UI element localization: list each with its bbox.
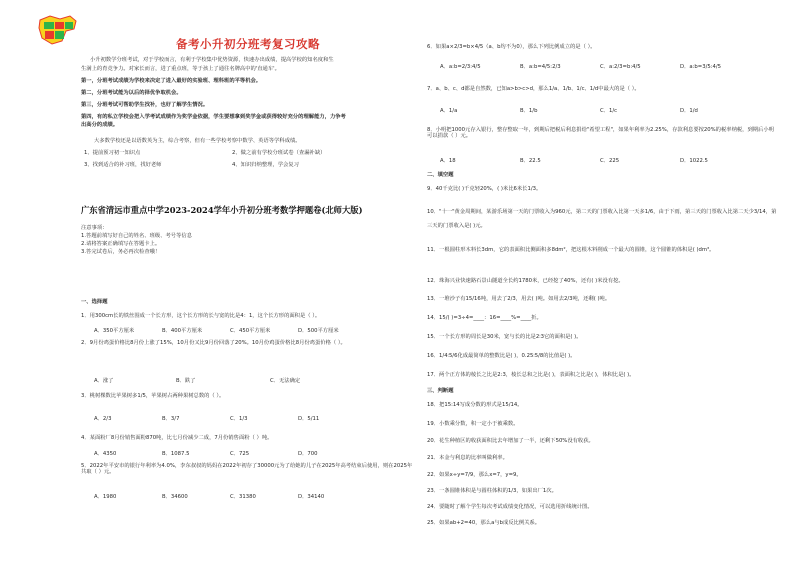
judge-item: 20．花生种植区的收获面积比去年增加了一半，还剩下50%没有收获。 (427, 438, 594, 444)
question-option: B．1087.5 (162, 451, 190, 457)
fill-item: 13．一堆沙子有15/16吨，用去了2/3，用去( )吨。如用去2/3吨，还剩( )吨。 (427, 296, 611, 302)
notice-line: 2.请将答案正确填写在答题卡上。 (81, 241, 161, 247)
guide-point: 出高分的成绩。 (81, 122, 119, 128)
question-option: C．1/c (600, 108, 618, 114)
section-heading-fill: 二、填空题 (427, 172, 454, 178)
question-option: A．350平方厘米 (94, 328, 135, 334)
exam-title: 广东省清远市重点中学2023-2024学年小升初分班考数学押题卷(北师大版) (81, 205, 363, 215)
question-option: A．4350 (94, 451, 117, 457)
question-option: C．a:2/3=b:4/5 (600, 64, 641, 70)
fill-item: 16．1/4∶5/6化成最简单的整数比是( )，0.25∶5/8的比值是( )。 (427, 353, 576, 359)
guide-title: 备考小升初分班考复习攻略 (176, 37, 320, 51)
question-option: A．2/3 (94, 416, 112, 422)
guide-tip: 1、提前预习初一知识点 (84, 150, 141, 156)
question-option: C．1/3 (230, 416, 248, 422)
guide-tip: 4、知识归纳整理，学会复习 (232, 162, 299, 168)
question-option: B．34600 (162, 494, 188, 500)
fill-item: 9．40千克比( )千克轻20%，( )米比6米长1/3。 (427, 186, 542, 192)
question-option: B．a:b=4/5:2/3 (520, 64, 561, 70)
guide-point: 第一，分班考试成绩为学校来决定了进入最好的实验班、理科班的平等机会。 (81, 78, 262, 84)
section-heading-choice: 一、选择题 (81, 299, 108, 305)
question-option: C．无法确定 (270, 378, 301, 384)
question-option: C．725 (230, 451, 250, 457)
guide-point: 第四，有的私立学校会把入学考试成绩作为奖学金依据，学生要想拿到奖学金或获得较好充分的理解能力，力争考 (81, 114, 346, 120)
fill-item: 12．珠海兴业快速路石景山隧道全长约1780米，已经挖了40%，还有( )米没有挖。 (427, 278, 624, 284)
notice-heading: 注意事项： (81, 225, 108, 231)
notice-line: 3.答完试卷后，务必再次检查哦！ (81, 249, 161, 255)
question-option: A．涨了 (94, 378, 114, 384)
question-option: C．31380 (230, 494, 256, 500)
guide-intro-line: 小升初数学分班考试，对于学校而言，有利于学校集中优势资源，快速办出成绩，提高学校的知名度和生 (90, 57, 334, 63)
notice-line: 1.答题前填写好自己的姓名、班级、考号等信息 (81, 233, 192, 239)
question-option: D．5/11 (298, 416, 320, 422)
judge-item: 24．要随时了解个学生每次考试成绩变化情况，可以选用折线统计图。 (427, 504, 593, 510)
question-text: 7．a、b、c、d都是自然数，已知a>b>c>d，那么1/a、1/b、1/c、1/d中最大的是（ ）。 (427, 86, 640, 92)
fill-item: 11．一根圆柱形木料长3dm，它的表面积比侧面积多8dm²，把这根木料削成一个最大的圆锥，这个圆锥的体积是( )dm³。 (427, 247, 715, 253)
question-text: 5．2022年平安市的银行年利率为4.0%，李东叔叔的妈妈在2022年初存了30000元为了给她的儿子在2025年高考结束后使用，则在2025年共取（ ）元。 (81, 463, 413, 476)
judge-item: 21．本金与利息的比率叫做利率。 (427, 455, 508, 461)
question-option: B．400平方厘米 (162, 328, 203, 334)
question-text: 2．9月份鸡蛋价格比8月份上涨了15%，10月份又比9月份回落了20%。10月份鸡蛋价格比8月份鸡蛋价格（ ）。 (81, 340, 346, 346)
question-option: B．1/b (520, 108, 538, 114)
question-option: A．18 (440, 158, 456, 164)
question-option: C．450平方厘米 (230, 328, 271, 334)
judge-item: 22．如果x÷y=7/9，那么x=7，y=9。 (427, 472, 522, 478)
guide-point: 第三，分班考试可帮助学生找补，也好了解学生情况。 (81, 102, 209, 108)
question-text: 3．桃树棵数比苹果树多1/5，苹果树占两种果树总数的（ ）。 (81, 393, 225, 399)
judge-item: 25．如果ab+2=40，那么a与b成反比例关系。 (427, 520, 541, 526)
question-option: C．225 (600, 158, 620, 164)
fill-item: 10．"十一"黄金周期间，某游乐场第一天的门票收入为960元，第二天的门票收入比第一天多1/6，由于下雨，第三天的门票收入比第二天少3/14，第三天的门票收入是( )元。 (427, 209, 777, 229)
guide-point: 第二，分班考试能为以后的择优争取机会。 (81, 90, 182, 96)
question-option: D．500平方厘米 (298, 328, 339, 334)
section-heading-judge: 三、判断题 (427, 388, 454, 394)
judge-item: 23．一条圆锥体积是与圆柱体积的1/3，如果出厂1次。 (427, 488, 557, 494)
question-option: D．700 (298, 451, 318, 457)
question-option: D．1/d (680, 108, 698, 114)
brand-logo (36, 14, 80, 46)
judge-item: 19．小数乘分数，积一定小于被乘数。 (427, 421, 519, 427)
guide-summary: 大多数学校还是以语数英为主，综合考察，但有一些学校考察中数学、英语等学科成绩。 (94, 138, 301, 144)
fill-item: 17．两个正方体的棱长之比是2:3，棱长总和之比是( )，表面积之比是( )，体积比是( )。 (427, 372, 635, 378)
guide-intro-line: 生满上的育竞争力。对家长而言，进了重点班，等于孩上了通往名牌高中的'直通车'。 (81, 66, 280, 72)
question-option: D．1022.5 (680, 158, 708, 164)
question-option: A．1/a (440, 108, 458, 114)
question-text: 1．用300cm长的铁丝围成一个长方形，这个长方形的长与宽的比是4：1，这个长方形的面积是（ ）。 (81, 313, 321, 319)
question-option: D．34140 (298, 494, 325, 500)
question-option: B．3/7 (162, 416, 180, 422)
question-text: 8．小明把1000元存入银行，整存整取一年，到期后把税后利息捐给"希望工程"，如果年利率为2.25%，存款利息要按20%的税率纳税，到期后小明可以捐款（ ）元。 (427, 127, 774, 140)
judge-item: 18．把15:14写成分数的形式是15/14。 (427, 402, 523, 408)
question-text: 4．某面粉厂8月份销售面粉870吨，比七月份减少二成，7月份销售面粉（ ）吨。 (81, 435, 273, 441)
question-text: 6．如果a×2/3=b×4/5（a、b均不为0），那么下列比例成立的是（ ）。 (427, 44, 596, 50)
fill-item: 14．15/( )=3÷4=____：16=____%=____折。 (427, 315, 542, 321)
question-option: B．跌了 (176, 378, 196, 384)
fill-item: 15．一个长方形的周长是30米，宽与长的比是2∶3它的面积是( )。 (427, 334, 582, 340)
guide-tip: 2、做之前有学校分班试卷（查漏补缺） (232, 150, 326, 156)
question-option: B．22.5 (520, 158, 541, 164)
guide-tip: 3、找到适合的补习班，找好老师 (84, 162, 162, 168)
question-option: A．1980 (94, 494, 117, 500)
question-option: D．a:b=3/5:4/5 (680, 64, 722, 70)
question-option: A．a:b=2/3:4/5 (440, 64, 481, 70)
